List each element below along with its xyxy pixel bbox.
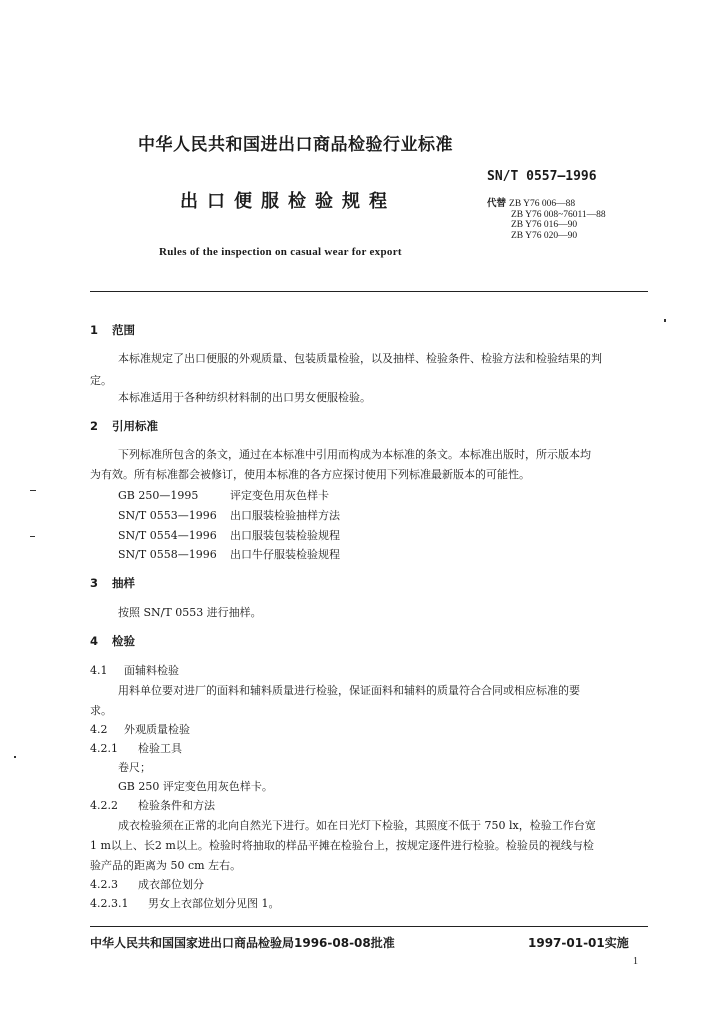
reference-name: 出口牛仔服装检验规程 — [230, 548, 340, 561]
paragraph-line: 为有效。所有标准都会被修订，使用本标准的各方应探讨使用下列标准最新版本的可能性。 — [90, 468, 530, 481]
section-number: 3 — [90, 576, 99, 590]
subsection-4-2-3-1 — [90, 895, 280, 911]
section-number: 2 — [90, 419, 99, 433]
replaces-item: ZB Y76 020—90 — [511, 230, 578, 241]
subsection-title: 面辅料检验 — [124, 664, 179, 677]
scan-speck — [664, 319, 666, 322]
replaces-item: ZB Y76 016—90 — [511, 220, 578, 230]
reference-code: SN/T 0553—1996 — [118, 509, 217, 522]
subsection-4-2-3 — [90, 876, 204, 892]
section-title: 检验 — [112, 634, 135, 648]
reference-code: GB 250—1995 — [118, 489, 199, 502]
replaces-block — [487, 199, 606, 241]
paragraph-line: 按照 SN/T 0553 进行抽样。 — [118, 606, 262, 619]
reference-name: 评定变色用灰色样卡 — [230, 489, 329, 502]
reference-name: 出口服装包装检验规程 — [230, 529, 340, 542]
issuer-approval: 中华人民共和国国家进出口商品检验局1996-08-08批准 — [90, 936, 395, 950]
paragraph-line: 求。 — [90, 704, 112, 717]
effective-date: 1997-01-01实施 — [528, 936, 629, 950]
footer-divider — [90, 926, 648, 927]
document-title-en: Rules of the inspection on casual wear for export — [159, 246, 402, 258]
section-title: 引用标准 — [112, 419, 158, 433]
paragraph-line: 验产品的距离为 50 cm 左右。 — [90, 859, 242, 872]
paragraph-line: 用料单位要对进厂的面料和辅料质量进行检验，保证面料和辅料的质量符合合同或相应标准的要 — [118, 684, 580, 697]
header-divider — [90, 291, 648, 292]
section-number: 4 — [90, 634, 99, 648]
paragraph-line: 本标准适用于各种纺织材料制的出口男女便服检验。 — [118, 391, 371, 404]
reference-code: SN/T 0558—1996 — [118, 548, 217, 561]
replaces-item: ZB Y76 008~76011—88 — [511, 209, 606, 220]
paragraph-line: 下列标准所包含的条文，通过在本标准中引用而构成为本标准的条文。本标准出版时，所示版本均 — [118, 448, 591, 461]
paragraph-line: 成衣检验须在正常的北向自然光下进行。如在日光灯下检验，其照度不低于 750 lx，检验工作台宽 — [118, 819, 596, 832]
section-title: 范围 — [112, 323, 135, 337]
scan-speck — [14, 756, 16, 758]
subsection-number: 4.1 — [90, 664, 108, 677]
subsection-number: 4.2 — [90, 723, 108, 736]
subsection-title: 外观质量检验 — [124, 723, 190, 736]
section-2-heading — [90, 418, 158, 434]
scan-speck — [30, 490, 36, 491]
subsection-title: 成衣部位划分 — [138, 878, 204, 891]
document-title-cn: 出口便服检验规程 — [180, 191, 396, 212]
subsection-title: 男女上衣部位划分见图 1。 — [148, 897, 280, 910]
paragraph-line: 定。 — [90, 374, 112, 387]
reference-row — [118, 546, 340, 562]
section-number: 1 — [90, 323, 99, 337]
replaces-item: ZB Y76 006—88 — [509, 199, 576, 209]
standard-number: SN/T 0557—1996 — [487, 169, 597, 184]
subsection-number: 4.2.1 — [90, 742, 118, 755]
paragraph-line: 本标准规定了出口便服的外观质量、包装质量检验，以及抽样、检验条件、检验方法和检验结果的判 — [118, 352, 602, 365]
subsection-number: 4.2.3 — [90, 878, 118, 891]
list-item: 卷尺； — [118, 761, 151, 774]
reference-row — [118, 527, 340, 543]
industry-standard-heading: 中华人民共和国进出口商品检验行业标准 — [138, 135, 453, 155]
section-title: 抽样 — [112, 576, 135, 590]
list-item: GB 250 评定变色用灰色样卡。 — [118, 780, 273, 793]
subsection-title: 检验工具 — [138, 742, 182, 755]
subsection-4-2-1 — [90, 740, 182, 756]
reference-name: 出口服装检验抽样方法 — [230, 509, 340, 522]
subsection-number: 4.2.3.1 — [90, 897, 129, 910]
subsection-number: 4.2.2 — [90, 799, 118, 812]
reference-row — [118, 487, 329, 503]
subsection-4-2 — [90, 721, 190, 737]
subsection-4-1 — [90, 662, 179, 678]
section-1-heading — [90, 322, 135, 338]
reference-row — [118, 507, 340, 523]
section-3-heading — [90, 575, 135, 591]
section-4-heading — [90, 633, 135, 649]
reference-code: SN/T 0554—1996 — [118, 529, 217, 542]
scan-speck — [30, 536, 35, 537]
subsection-4-2-2 — [90, 797, 215, 813]
replaces-label: 代替 — [487, 199, 507, 209]
subsection-title: 检验条件和方法 — [138, 799, 215, 812]
page-number: 1 — [633, 956, 638, 967]
paragraph-line: 1 m以上、长2 m以上。检验时将抽取的样品平摊在检验台上，按规定逐件进行检验。检验员的视线与检 — [90, 839, 594, 852]
